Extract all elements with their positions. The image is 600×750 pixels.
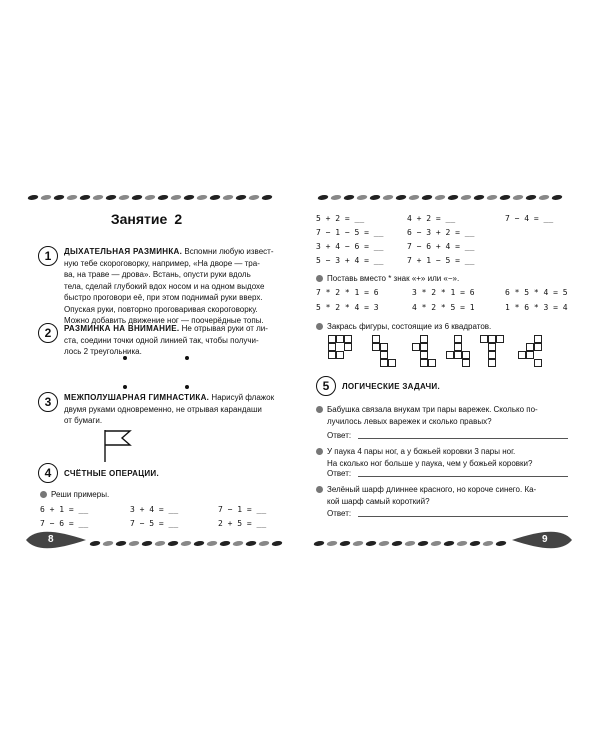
problem-line: лучилось левых варежек и сколько правых?	[327, 416, 492, 426]
problem-line: На сколько ног больше у паука, чем у божьей коровки?	[327, 458, 533, 468]
bullet-icon	[316, 275, 323, 282]
examples-title	[40, 489, 109, 501]
problem-line: кой шарф самый короткий?	[327, 496, 430, 506]
example-item: 7 + 1 − 5 = __	[407, 256, 475, 265]
example-item: 6 + 1 = __	[40, 505, 89, 514]
bullet-icon	[316, 486, 323, 493]
task-number-2: 2	[38, 323, 58, 343]
task-1-line: Опуская руки, повторно проговаривая скороговорку.	[64, 304, 258, 314]
bullet-icon	[316, 448, 323, 455]
task-number-1: 1	[38, 246, 58, 266]
problem-3	[316, 484, 578, 507]
task-2-line: ста, соедини точки одной линией так, чтобы получи-	[64, 335, 259, 345]
task-3-line: от бумаги.	[64, 416, 103, 425]
task-1-line: быстро проговори её, при этом поднимай руки вверх.	[64, 293, 263, 302]
logic-heading-text: ЛОГИЧЕСКИЕ ЗАДАЧИ.	[342, 382, 440, 391]
task-2-heading: РАЗМИНКА НА ВНИМАНИЕ.	[64, 324, 180, 333]
sign-equation: 3 * 2 * 1 = 6	[412, 288, 475, 297]
sign-equation: 4 * 2 * 5 = 1	[412, 303, 475, 312]
example-item: 3 + 4 − 6 = __	[316, 242, 384, 251]
example-item: 7 − 1 − 5 = __	[316, 228, 384, 237]
shapes-title	[316, 321, 491, 333]
answer-field[interactable]	[358, 516, 568, 517]
flag-icon	[100, 428, 140, 464]
task-4-text	[64, 468, 276, 480]
dot-point	[185, 385, 189, 389]
examples-title-text: Реши примеры.	[51, 490, 110, 499]
dot-point	[123, 356, 127, 360]
problem-2	[316, 446, 578, 469]
answer-label: Ответ:	[327, 509, 352, 518]
example-item: 2 + 5 = __	[218, 519, 267, 528]
task-4-heading: СЧЁТНЫЕ ОПЕРАЦИИ.	[64, 469, 159, 478]
decorative-border-icon	[90, 536, 282, 550]
task-number-4: 4	[38, 463, 58, 483]
task-1-line: Можно добавить движение ног — поочерёдные топы.	[64, 316, 264, 325]
decorative-border-icon	[28, 190, 272, 204]
task-3-line: двумя руками одновременно, не отрывая карандаши	[64, 404, 262, 414]
problem-line: Бабушка связала внукам три пары варежек. Сколько по-	[327, 405, 538, 414]
task-2-line: Не отрывая руки от ли-	[181, 324, 268, 333]
answer-field[interactable]	[358, 438, 568, 439]
example-item: 7 − 6 = __	[40, 519, 89, 528]
lesson-title-number: 2	[174, 211, 183, 227]
page-number: 9	[542, 534, 548, 545]
task-3-heading: МЕЖПОЛУШАРНАЯ ГИМНАСТИКА.	[64, 393, 210, 402]
page-leaf-icon	[26, 528, 86, 552]
task-1-text	[64, 246, 276, 327]
signs-title-text: Поставь вместо * знак «+» или «−».	[327, 274, 460, 283]
task-3-text	[64, 392, 276, 427]
bullet-icon	[316, 323, 323, 330]
sign-equation: 5 * 2 * 4 = 3	[316, 303, 379, 312]
example-item: 4 + 2 = __	[407, 214, 456, 223]
sign-equation: 7 * 2 * 1 = 6	[316, 288, 379, 297]
bullet-icon	[40, 491, 47, 498]
example-item: 3 + 4 = __	[130, 505, 179, 514]
dot-point	[185, 356, 189, 360]
page-number: 8	[48, 534, 54, 545]
example-item: 7 − 4 = __	[505, 214, 554, 223]
answer-label: Ответ:	[327, 431, 352, 440]
answer-field[interactable]	[358, 476, 568, 477]
task-3-line: Нарисуй флажок	[211, 393, 275, 402]
lesson-title	[0, 211, 300, 227]
problem-line: Зелёный шарф длиннее красного, но короче синего. Ка-	[327, 485, 537, 494]
bullet-icon	[316, 406, 323, 413]
dot-point	[123, 385, 127, 389]
example-item: 7 − 6 + 4 = __	[407, 242, 475, 251]
task-number-3: 3	[38, 392, 58, 412]
shapes-title-text: Закрась фигуры, состоящие из 6 квадратов.	[327, 322, 492, 331]
task-1-line: ва, на траве — дрова». Встань, опусти руки вдоль	[64, 270, 251, 279]
example-item: 5 + 2 = __	[316, 214, 365, 223]
decorative-border-icon	[314, 536, 506, 550]
example-item: 5 − 3 + 4 = __	[316, 256, 384, 265]
problem-1	[316, 404, 578, 427]
task-1-heading: ДЫХАТЕЛЬНАЯ РАЗМИНКА.	[64, 247, 183, 256]
sign-equation: 6 * 5 * 4 = 5	[505, 288, 568, 297]
signs-title	[316, 273, 459, 285]
task-1-line: тела, сделай глубокий вдох носом и на одном выдохе	[64, 281, 265, 291]
task-2-text	[64, 323, 276, 358]
task-number-5: 5	[316, 376, 336, 396]
decorative-border-icon	[318, 190, 562, 204]
example-item: 7 − 5 = __	[130, 519, 179, 528]
example-item: 7 − 1 = __	[218, 505, 267, 514]
logic-heading	[342, 381, 440, 393]
problem-line: У паука 4 пары ног, а у божьей коровки 3 пары ног.	[327, 447, 516, 456]
right-page	[300, 0, 600, 750]
task-1-line: Вспомни любую извест-	[184, 247, 274, 256]
task-1-line: ную тебе скороговорку, например, «На дворе — тра-	[64, 258, 260, 268]
sign-equation: 1 * 6 * 3 = 4	[505, 303, 568, 312]
answer-label: Ответ:	[327, 469, 352, 478]
lesson-title-word: Занятие	[110, 211, 168, 227]
example-item: 6 − 3 + 2 = __	[407, 228, 475, 237]
page-number-badge	[512, 528, 572, 552]
page-number-badge	[26, 528, 86, 552]
task-2-line: лось 2 треугольника.	[64, 347, 142, 356]
